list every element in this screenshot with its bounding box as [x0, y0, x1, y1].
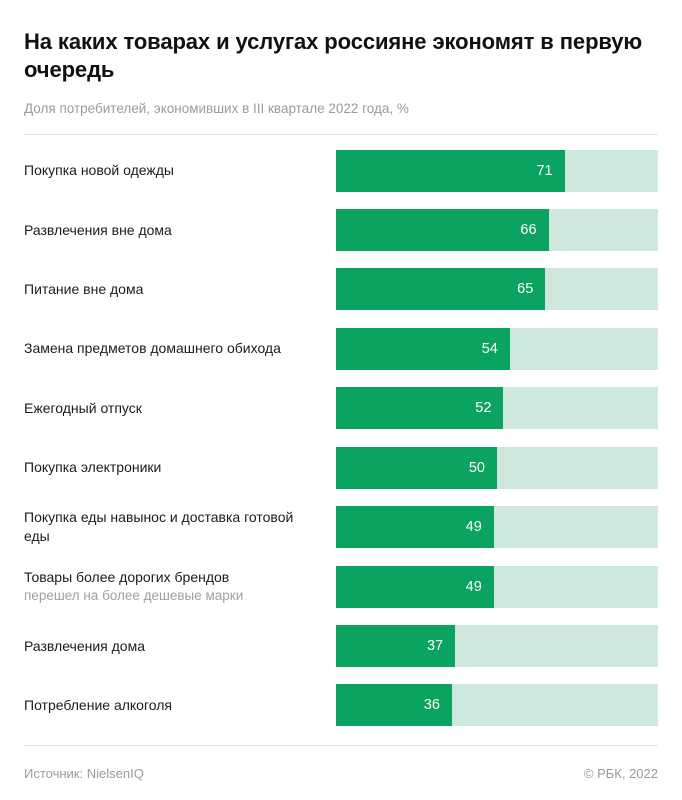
chart-row [24, 200, 658, 259]
chart-row [24, 557, 658, 616]
chart-row-label [24, 696, 336, 715]
bar-fill [336, 684, 452, 726]
bar-fill [336, 625, 455, 667]
chart-row [24, 319, 658, 378]
chart-row [24, 260, 658, 319]
chart-row-label [24, 458, 336, 477]
chart-row-label [24, 508, 336, 546]
bar-track [336, 209, 658, 251]
bar-value-label: 66 [520, 221, 537, 238]
chart-row-label-main: Питание вне дома [24, 280, 144, 297]
bar-chart [24, 135, 658, 735]
bar-fill [336, 387, 503, 429]
bar-value-label: 49 [465, 578, 482, 595]
bar-track [336, 566, 658, 608]
chart-row-label [24, 399, 336, 418]
chart-row-label-main: Развлечения вне дома [24, 221, 172, 238]
chart-footer [24, 745, 658, 800]
chart-row-label [24, 637, 336, 656]
bar-fill [336, 268, 545, 310]
chart-row [24, 379, 658, 438]
chart-row-label-main: Товары более дорогих брендов [24, 569, 230, 586]
bar-value-label: 50 [468, 459, 485, 476]
chart-row-label [24, 161, 336, 180]
bar-fill [336, 447, 497, 489]
bar-value-label: 37 [426, 637, 444, 654]
page-title: На каких товарах и услугах россияне экономят в первую очередь [24, 29, 643, 83]
bar-value-label: 65 [517, 281, 534, 298]
chart-row-label-main: Замена предметов домашнего обихода [24, 340, 281, 357]
bar-track [336, 328, 658, 370]
chart-row-label-main: Покупка еды навынос и доставка готовой еды [24, 509, 294, 545]
bar-track [336, 387, 658, 429]
chart-row [24, 497, 658, 556]
bar-fill [336, 566, 494, 608]
chart-row-label [24, 339, 336, 358]
bar-track [336, 625, 658, 667]
chart-row [24, 676, 658, 735]
bar-value-label: 49 [465, 519, 482, 536]
chart-row-label-main: Покупка новой одежды [24, 162, 174, 179]
source-label: Источник: NielsenIQ [24, 765, 144, 781]
chart-row-label-main: Покупка электроники [24, 459, 162, 476]
bar-track [336, 684, 658, 726]
bar-fill [336, 506, 494, 548]
bar-track [336, 447, 658, 489]
bar-value-label: 71 [536, 162, 553, 179]
chart-row-sublabel: перешел на более дешевые марки [24, 588, 244, 604]
chart-row [24, 616, 658, 675]
bar-value-label: 36 [423, 697, 440, 714]
chart-row-label-main: Ежегодный отпуск [24, 399, 142, 416]
chart-row [24, 141, 658, 200]
chart-subtitle: Доля потребителей, экономивших в III квартале 2022 года, % [24, 101, 409, 117]
copyright-label: © РБК, 2022 [583, 765, 658, 781]
chart-row-label [24, 568, 336, 604]
chart-row-label-main: Развлечения дома [24, 637, 145, 654]
chart-row [24, 438, 658, 497]
chart-row-label [24, 280, 336, 299]
bar-track [336, 268, 658, 310]
chart-row-label-main: Потребление алкоголя [24, 696, 172, 713]
bar-value-label: 52 [475, 400, 492, 417]
bar-track [336, 150, 658, 192]
bar-fill [336, 209, 549, 251]
bar-fill [336, 328, 510, 370]
bar-fill [336, 150, 565, 192]
bar-value-label: 54 [481, 340, 498, 357]
chart-row-label [24, 221, 336, 240]
bar-track [336, 506, 658, 548]
